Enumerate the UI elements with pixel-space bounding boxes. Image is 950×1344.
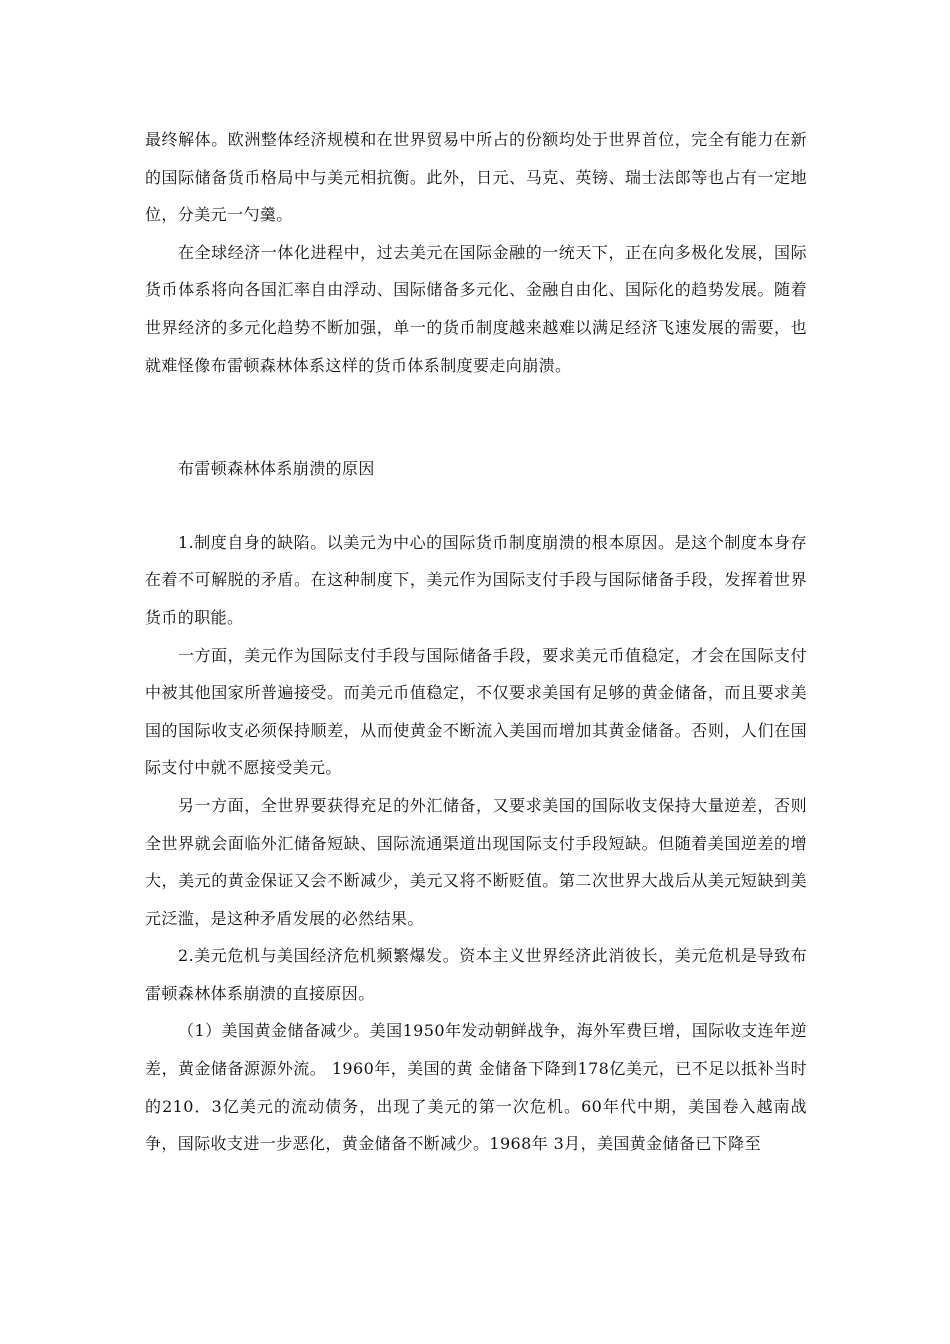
section-heading: 布雷顿森林体系崩溃的原因 [178, 459, 375, 479]
paragraph-globalization: 在全球经济一体化进程中，过去美元在国际金融的一统天下，正在向多极化发展，国际货币体系将向各国汇率自由浮动、国际储备多元化、金融自由化、国际化的趋势发展。随着世界经济的多元化趋势不断加强，单一的货币制度越来越难以满足经济飞速发展的需要，也就难怪像布雷顿森林体系这样的货币体系制度要走向崩溃。 [145, 242, 807, 375]
section-spacer [145, 384, 807, 450]
paragraph-other-hand: 另一方面，全世界要获得充足的外汇储备，又要求美国的国际收支保持大量逆差，否则全世界就会面临外汇储备短缺、国际流通渠道出现国际支付手段短缺。但随着美国逆差的增大，美元的黄金保证又会不断减少，美元又将不断贬值。第二次世界大战后从美元短缺到美元泛滥，是这种矛盾发展的必然结果。 [145, 795, 807, 928]
paragraph-one-hand: 一方面，美元作为国际支付手段与国际储备手段，要求美元币值稳定，才会在国际支付中被其他国家所普遍接受。而美元币值稳定，不仅要求美国有足够的黄金储备，而且要求美国的国际收支必须保持顺差，从而使黄金不断流入美国而增加其黄金储备。否则，人们在国际支付中就不愿接受美元。 [145, 645, 807, 778]
paragraph-reason-2: 2.美元危机与美国经济危机频繁爆发。资本主义世界经济此消彼长，美元危机是导致布雷顿森林体系崩溃的直接原因。 [145, 946, 807, 1003]
section-spacer [145, 488, 807, 524]
document-body [145, 121, 807, 1163]
paragraph-reason-1: 1.制度自身的缺陷。以美元为中心的国际货币制度崩溃的根本原因。是这个制度本身存在着不可解脱的矛盾。在这种制度下，美元作为国际支付手段与国际储备手段，发挥着世界货币的职能。 [145, 532, 807, 627]
paragraph-gold-reserves: （1）美国黄金储备减少。美国1950年发动朝鲜战争，海外军费巨增，国际收支连年逆差，黄金储备源源外流。 1960年，美国的黄 金储备下降到178亿美元，已不足以抵补当时的210．3亿美元的流动债务，出现了美元的第一次危机。60年代中期，美国卷入越南战争，国际收支进一步恶化，黄金储备不断减少。1968年 3月，美国黄金储备已下降至 [145, 1021, 807, 1154]
paragraph-continuation: 最终解体。欧洲整体经济规模和在世界贸易中所占的份额均处于世界首位，完全有能力在新的国际储备货币格局中与美元相抗衡。此外，日元、马克、英镑、瑞士法郎等也占有一定地位，分美元一勺羹。 [145, 130, 807, 225]
